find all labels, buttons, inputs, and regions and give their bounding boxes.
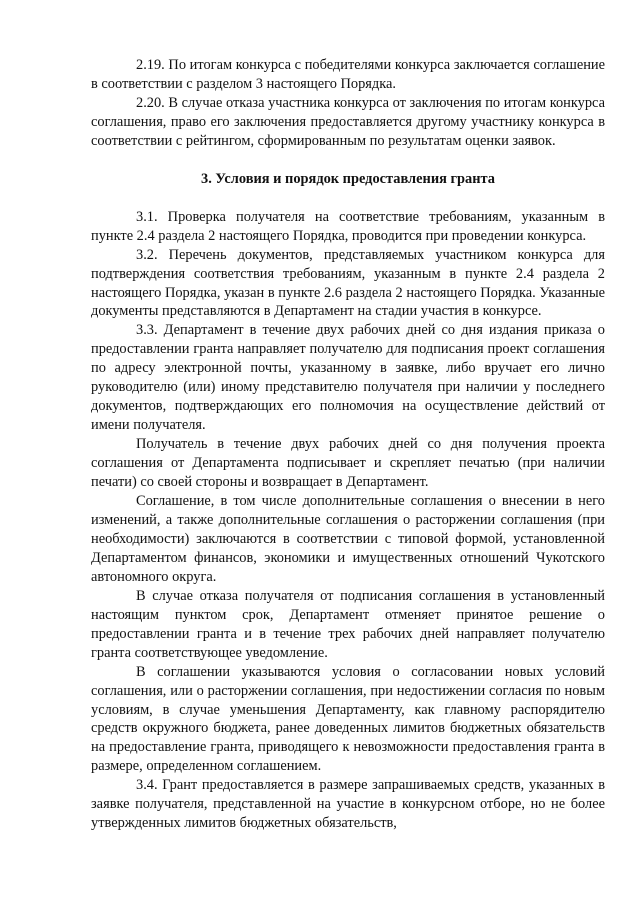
paragraph-3-3: 3.3. Департамент в течение двух рабочих дней со дня издания приказа о предоставлении гранта направляет получателю для подписания проект соглашения по адресу электронной почты, указанному в заявке, либо вручает его лично руководителю (или) иному представителю получателя при наличии у последнего документов, подтверждающих его полномочия на осуществление действий от имени получателя.	[91, 322, 605, 434]
document-body	[91, 56, 605, 833]
paragraph-3-3-agreement: Соглашение, в том числе дополнительные соглашения о внесении в него изменений, а также дополнительные соглашения о расторжении соглашения (при необходимости) заключаются в соответствии с типовой формой, установленной Департаментом финансов, экономики и имущественных отношений Чукотского автономного округа.	[91, 493, 605, 585]
paragraph-2-20: 2.20. В случае отказа участника конкурса от заключения по итогам конкурса соглашения, право его заключения предоставляется другому участнику конкурса в соответствии с рейтингом, сформированным по результатам оценки заявок.	[91, 94, 605, 149]
paragraph-3-3-conditions: В соглашении указываются условия о согласовании новых условий соглашения, или о расторжении соглашения, при недостижении согласия по новым условиям, в случае уменьшения Департаменту, как главному распорядителю средств окружного бюджета, ранее доведенных лимитов бюджетных обязательств на предоставление гранта, приводящего к невозможности предоставления гранта в размере, определенном соглашением.	[91, 663, 605, 775]
paragraph-3-4: 3.4. Грант предоставляется в размере запрашиваемых средств, указанных в заявке получателя, представленной на участие в конкурсном отборе, но не более утвержденных лимитов бюджетных обязательств,	[91, 777, 605, 832]
paragraph-3-1: 3.1. Проверка получателя на соответствие требованиям, указанным в пункте 2.4 раздела 2 настоящего Порядка, проводится при проведении конкурса.	[91, 208, 605, 244]
paragraph-3-3-refusal: В случае отказа получателя от подписания соглашения в установленный настоящим пунктом срок, Департамент отменяет принятое решение о предоставлении гранта и в течение трех рабочих дней направляет получателю гранта соответствующее уведомление.	[91, 587, 605, 661]
paragraph-3-2: 3.2. Перечень документов, представляемых участником конкурса для подтверждения соответствия требованиям, указанным в пункте 2.4 раздела 2 настоящего Порядка, указан в пункте 2.6 раздела 2 настоящего Порядка. Указанные документы представляются в Департамент на стадии участия в конкурсе.	[91, 246, 605, 320]
section-heading: 3. Условия и порядок предоставления гранта	[201, 170, 495, 187]
paragraph-3-3-recipient: Получатель в течение двух рабочих дней со дня получения проекта соглашения от Департамента подписывает и скрепляет печатью (при наличии печати) со своей стороны и возвращает в Департамент.	[91, 436, 605, 491]
paragraph-2-19: 2.19. По итогам конкурса с победителями конкурса заключается соглашение в соответствии с разделом 3 настоящего Порядка.	[91, 57, 605, 92]
